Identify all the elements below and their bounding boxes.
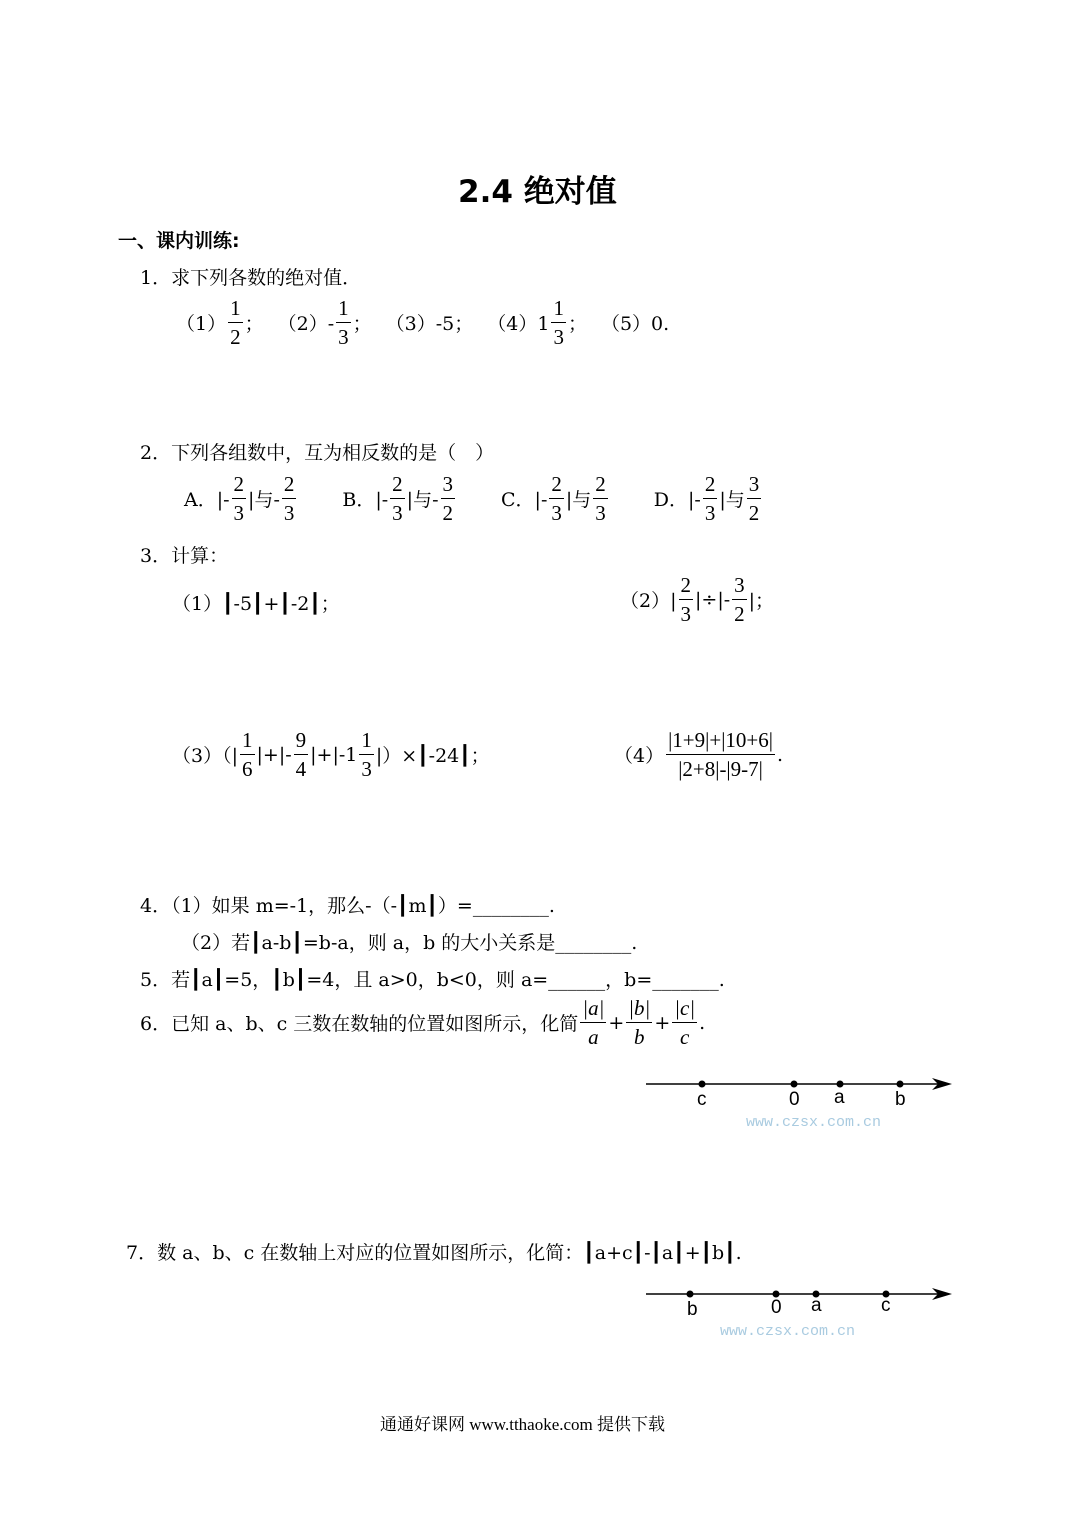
option-c-mid: |与	[565, 489, 592, 512]
footer-text: 通通好课网 www.tthaoke.com 提供下载	[380, 1415, 666, 1434]
fraction	[679, 573, 694, 626]
plus-sign: +	[654, 1011, 671, 1034]
fraction	[747, 472, 762, 525]
numerator: 9	[294, 728, 309, 755]
q2-option-c	[501, 472, 610, 525]
denominator: 3	[233, 501, 245, 526]
label-zero: 0	[771, 1297, 782, 1318]
label-c: c	[697, 1089, 707, 1110]
fraction	[551, 296, 566, 349]
fraction	[672, 996, 697, 1049]
denominator: 3	[680, 602, 691, 627]
page-title: 2.4 绝对值	[458, 174, 617, 210]
q4-line-2: （2）若┃a-b┃=b-a，则 a，b 的大小关系是________.	[181, 932, 638, 954]
label-a: a	[834, 1087, 845, 1108]
watermark: www.czsx.com.cn	[746, 1114, 882, 1131]
denominator: 3	[338, 325, 349, 350]
q1-p3-label: （3）-5；	[385, 313, 474, 336]
denominator: 2	[734, 602, 745, 627]
fraction	[240, 728, 255, 781]
option-c-prefix: C．|-	[501, 489, 548, 512]
fraction	[390, 472, 405, 525]
q6-line	[140, 996, 705, 1049]
numerator: 2	[679, 573, 694, 600]
denominator: 6	[242, 757, 253, 782]
q1-stem: 1．求下列各数的绝对值．	[140, 267, 362, 289]
fraction	[294, 728, 309, 781]
label-b: b	[895, 1089, 906, 1110]
option-a-mid: |与-	[248, 489, 280, 512]
q3-part-2	[620, 573, 774, 626]
option-d-mid: |与	[719, 489, 745, 512]
denominator: |2+8|-|9-7|	[678, 757, 763, 782]
option-d-prefix: D．|-	[653, 489, 701, 512]
numerator: 2	[390, 472, 405, 499]
label-a: a	[811, 1295, 822, 1316]
numerator: 1	[240, 728, 255, 755]
q3-p4-suffix: .	[776, 743, 783, 766]
separator: ；	[567, 313, 587, 336]
numerator: 1	[359, 728, 374, 755]
q3-p2-prefix: （2）|	[620, 590, 677, 613]
point-b	[897, 1081, 904, 1088]
fraction	[232, 472, 247, 525]
label-b: b	[687, 1299, 698, 1320]
separator: ；	[244, 313, 264, 336]
numerator: |1+9|+|10+6|	[666, 728, 775, 755]
q3-part-4	[614, 728, 783, 781]
point-b	[687, 1291, 694, 1298]
q3-p4-prefix: （4）	[614, 745, 665, 768]
q7-stem: 7．数 a、b、c 在数轴上对应的位置如图所示，化简：┃a+c┃-┃a┃+┃b┃.	[126, 1242, 742, 1264]
denominator: c	[680, 1025, 690, 1050]
q1-p1-label: （1）	[176, 313, 227, 336]
end-period: .	[699, 1011, 706, 1034]
denominator: 2	[442, 501, 453, 526]
fraction	[580, 996, 606, 1049]
q2-option-d	[654, 472, 763, 525]
section-heading: 一、课内训练:	[118, 230, 240, 252]
fraction	[593, 472, 608, 525]
numerator: 1	[551, 296, 566, 323]
denominator: 3	[553, 325, 564, 350]
numerator: |c|	[672, 996, 697, 1023]
fraction	[282, 472, 297, 525]
q3-stem: 3．计算：	[140, 545, 229, 567]
fraction	[359, 728, 374, 781]
q3-p3-mid-2: |+|-1	[310, 743, 358, 766]
numerator: 2	[232, 472, 247, 499]
q3-p3-suffix: |）×┃-24┃；	[375, 745, 490, 768]
option-a-prefix: A．|-	[184, 489, 230, 512]
q5-line: 5．若┃a┃=5，┃b┃=4，且 a>0，b<0，则 a=______，b=_______.	[140, 969, 725, 991]
q3-p3-mid-1: |+|-	[256, 743, 292, 766]
denominator: 2	[748, 501, 760, 526]
separator: ；	[352, 313, 372, 336]
numerator: 1	[228, 296, 243, 323]
numerator: 3	[747, 472, 762, 499]
q4-line-1: 4．（1）如果 m=-1，那么-（-┃m┃）=________.	[140, 895, 555, 917]
option-b-mid: |与-	[406, 489, 439, 512]
numerator: 1	[336, 296, 351, 323]
q1-p4-label: （4）1	[487, 313, 550, 336]
label-zero: 0	[789, 1089, 800, 1110]
q2-options	[184, 472, 763, 525]
fraction	[732, 573, 747, 626]
q3-part-1: （1）┃-5┃+┃-2┃；	[172, 593, 340, 615]
q3-p2-suffix: |；	[748, 590, 775, 613]
fraction	[441, 472, 456, 525]
q2-option-b	[342, 472, 457, 525]
fraction	[336, 296, 351, 349]
numerator: 2	[593, 472, 608, 499]
numerator: 2	[549, 472, 564, 499]
denominator: 2	[230, 325, 241, 350]
denominator: b	[634, 1025, 645, 1050]
denominator: 3	[595, 501, 606, 526]
numerator: 3	[732, 573, 747, 600]
fraction	[228, 296, 243, 349]
fraction	[626, 996, 652, 1049]
q1-p2-label: （2）-	[277, 313, 335, 336]
denominator: 3	[283, 501, 295, 526]
q3-p3-prefix: （3）（|	[172, 745, 238, 768]
q3-p2-mid: |÷|-	[695, 588, 731, 611]
plus-sign: +	[608, 1011, 625, 1034]
watermark: www.czsx.com.cn	[720, 1323, 856, 1340]
point-zero	[791, 1081, 798, 1088]
denominator: 3	[704, 501, 716, 526]
q2-stem: 2．下列各组数中，互为相反数的是（ ）	[140, 442, 495, 464]
option-b-prefix: B．|-	[342, 489, 389, 512]
denominator: 3	[392, 501, 403, 526]
fraction	[666, 728, 775, 781]
fraction	[703, 472, 718, 525]
q2-option-a	[184, 472, 298, 525]
q6-stem: 6．已知 a、b、c 三数在数轴的位置如图所示，化简	[140, 1013, 579, 1036]
numerator: 2	[703, 472, 718, 499]
q1-p5-label: （5）0.	[600, 313, 670, 336]
denominator: a	[588, 1025, 599, 1050]
numerator: |b|	[626, 996, 652, 1023]
denominator: 4	[295, 757, 307, 782]
label-c: c	[881, 1295, 891, 1316]
q1-items	[176, 296, 669, 349]
numerator: 2	[282, 472, 297, 499]
point-c	[699, 1081, 706, 1088]
denominator: 3	[361, 757, 372, 782]
numerator: 3	[441, 472, 456, 499]
q3-part-3	[172, 728, 490, 781]
denominator: 3	[551, 501, 562, 526]
fraction	[549, 472, 564, 525]
numerator: |a|	[580, 996, 606, 1023]
